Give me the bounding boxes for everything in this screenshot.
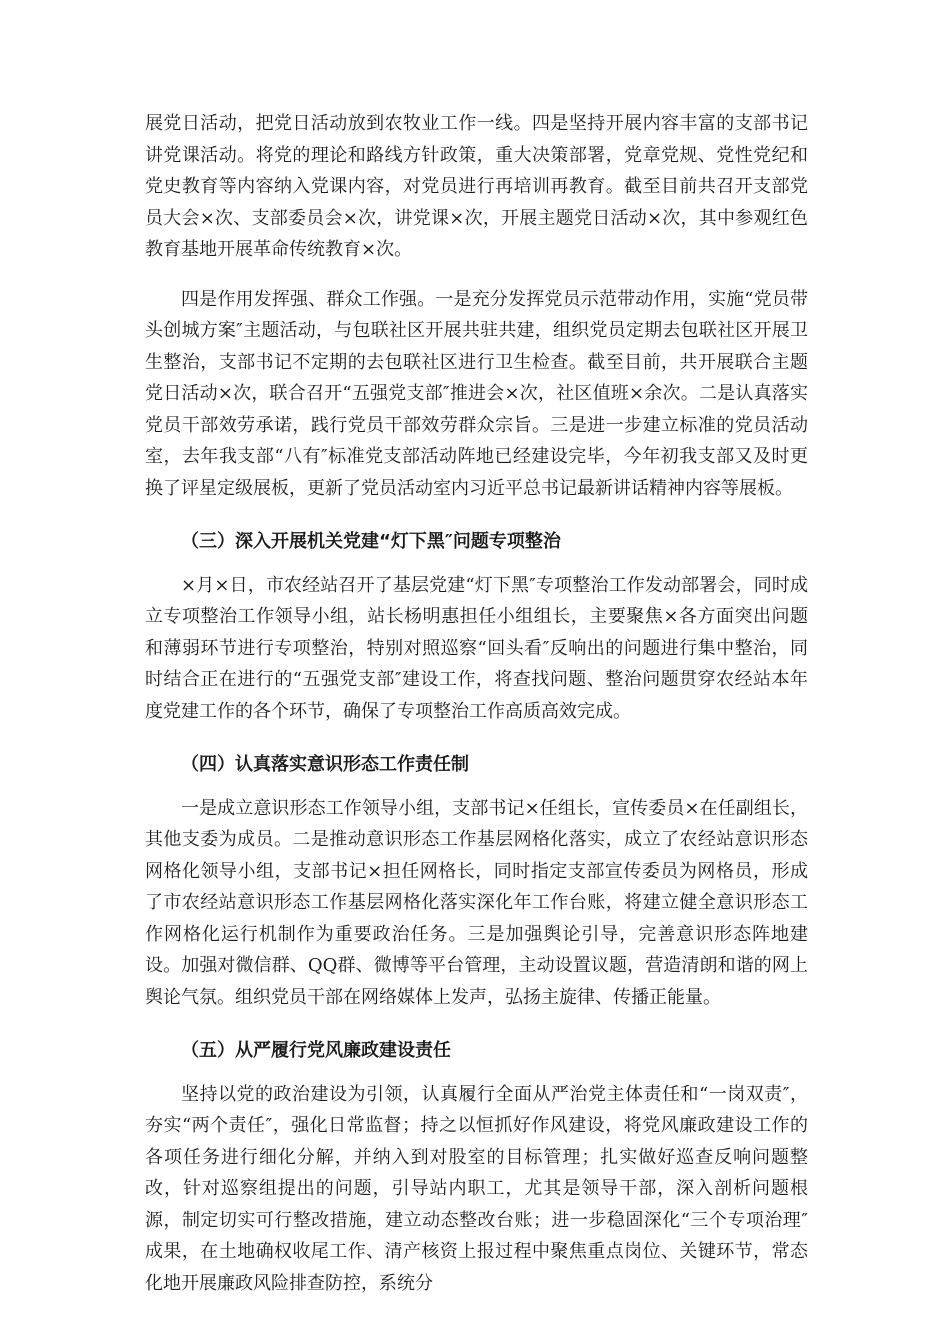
section-heading-3: （三）深入开展机关党建“灯下黑″问题专项整治 [181, 531, 561, 552]
paragraph-integrity: 坚持以党的政治建设为引领，认真履行全面从严治党主体责任和“一岗双责″，夯实“两个责任″，强化日常监督；持之以恒抓好作风建设，将党风廉政建设工作的各项任务进行细化分解，并纳入到对股室的目标管理；扎实做好巡查反响问题整改，针对巡察组提出的问题，引导站内职工，尤其是领导干部，深入剖析问题根源，制定切实可行整改措施，建立动态整改台账；进一步稳固深化“三个专项治理″成果，在土地确权收尾工作、清产核资上报过程中聚焦重点岗位、关键环节，常态化地开展廉政风险排查防控，系统分 [145, 1083, 808, 1294]
paragraph-continued: 展党日活动，把党日活动放到农牧业工作一线。四是坚持开展内容丰富的支部书记讲党课活动。将党的理论和路线方针政策，重大决策部署，党章党规、党性党纪和党史教育等内容纳入党课内容，对党员进行再培训再教育。截至目前共召开支部党员大会×次、支部委员会×次，讲党课×次，开展主题党日活动×次，其中参观红色教育基地开展革命传统教育×次。 [145, 113, 808, 260]
document-page [145, 108, 808, 1299]
paragraph-role-and-masses: 四是作用发挥强、群众工作强。一是充分发挥党员示范带动作用，实施“党员带头创城方案″主题活动，与包联社区开展共驻共建，组织党员定期去包联社区开展卫生整治，支部书记不定期的去包联社区进行卫生检查。截至目前，共开展联合主题党日活动×次，联合召开“五强党支部″推进会×次，社区值班×余次。二是认真落实党员干部效劳承诺，践行党员干部效劳群众宗旨。三是进一步建立标准的党员活动室，去年我支部“八有″标准党支部活动阵地已经建设完毕，今年初我支部又及时更换了评星定级展板，更新了党员活动室内习近平总书记最新讲话精神内容等展板。 [145, 288, 808, 499]
paragraph-ideology: 一是成立意识形态工作领导小组，支部书记×任组长，宣传委员×在任副组长，其他支委为成员。二是推动意识形态工作基层网格化落实，成立了农经站意识形态网格化领导小组，支部书记×担任网格长，同时指定支部宣传委员为网格员，形成了市农经站意识形态工作基层网格化落实深化年工作台账，将建立健全意识形态工作网格化运行机制作为重要政治任务。三是加强舆论引导，完善意识形态阵地建设。加强对微信群、QQ群、微博等平台管理，主动设置议题，营造清朗和谐的网上舆论气氛。组织党员干部在网络媒体上发声，弘扬主旋律、传播正能量。 [145, 797, 808, 1008]
section-heading-5: （五）从严履行党风廉政建设责任 [181, 1040, 451, 1061]
section-heading-4: （四）认真落实意识形态工作责任制 [181, 754, 469, 775]
paragraph-rectification: ×月×日，市农经站召开了基层党建“灯下黑″专项整治工作发动部署会，同时成立专项整治工作领导小组，站长杨明惠担任小组组长，主要聚焦×各方面突出问题和薄弱环节进行专项整治，特别对照巡察“回头看″反响出的问题进行集中整治，同时结合正在进行的“五强党支部″建设工作，将查找问题、整治问题贯穿农经站本年度党建工作的各个环节，确保了专项整治工作高质高效完成。 [145, 574, 808, 722]
